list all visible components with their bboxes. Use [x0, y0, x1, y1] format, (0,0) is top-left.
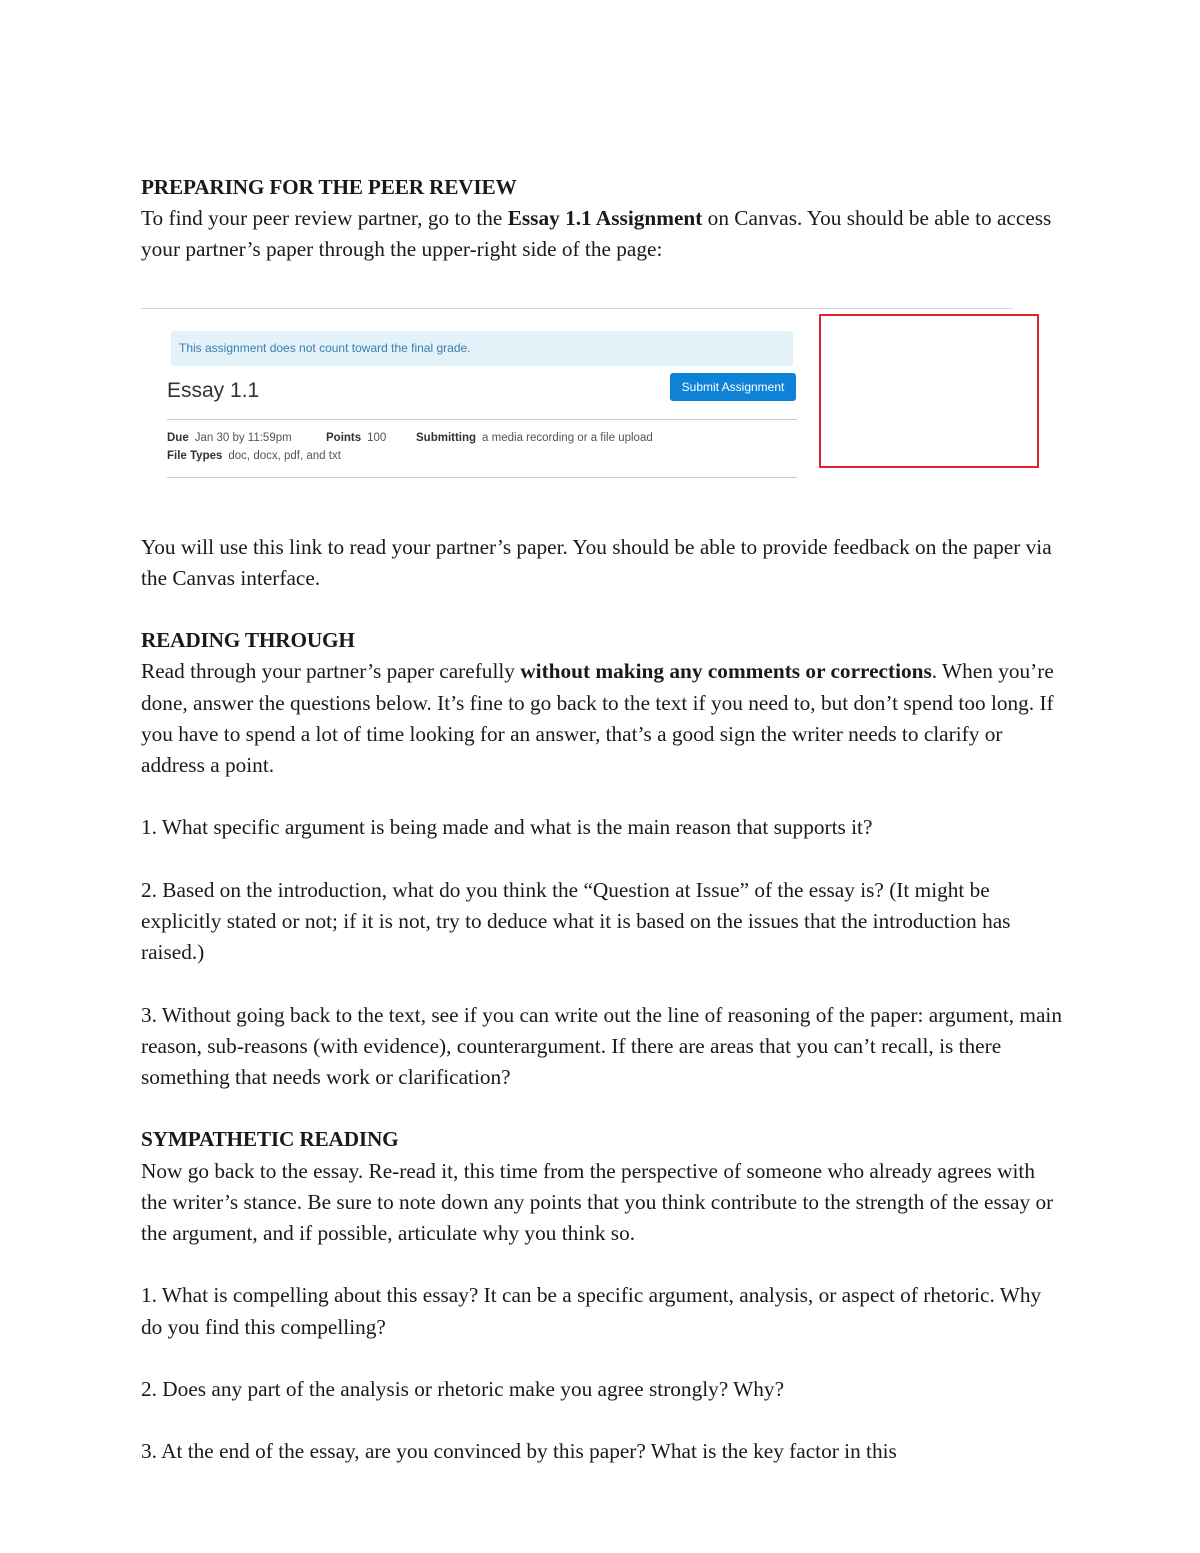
submitting-label: Submitting — [416, 431, 477, 444]
section-heading-sympathetic-reading: SYMPATHETIC READING — [141, 1127, 399, 1152]
section-heading-reading-through: READING THROUGH — [141, 628, 355, 653]
reading-text-start: Read through your partner’s paper carefully — [141, 659, 521, 684]
intro-paragraph — [141, 203, 1066, 265]
canvas-screenshot — [141, 296, 1066, 532]
question-item: 2. Based on the introduction, what do you think the “Question at Issue” of the essay is? (It might be explicitly stated or not; if it is not, try to deduce what it is based on the issues that the introduction has raised.) — [141, 877, 1011, 965]
question-item: 3. Without going back to the text, see if you can write out the line of reasoning of the paper: argument, main reason, sub-reasons (with evidence), counterargument. If there are areas that you can’t recall, is there something that needs work or clarification? — [141, 1002, 1062, 1089]
file-types-value: doc, docx, pdf, and txt — [228, 449, 341, 462]
document-page — [141, 172, 1066, 1468]
question-item: 3. At the end of the essay, are you convinced by this paper? What is the key factor in this — [141, 1439, 897, 1464]
divider — [141, 308, 1013, 309]
divider — [167, 477, 797, 478]
points-value: 100 — [367, 431, 387, 444]
assignment-details-row — [167, 430, 653, 447]
question-item: 1. What specific argument is being made and what is the main reason that supports it? — [141, 815, 873, 840]
points-label: Points — [326, 431, 362, 444]
assignment-title: Essay 1.1 — [167, 378, 260, 402]
after-screenshot-paragraph: You will use this link to read your partner’s paper. You should be able to provide feedback on the paper via the Canvas interface. — [141, 534, 1052, 590]
intro-text-end: on Canvas. You should be able to access your partner’s paper through the upper-right side of the page: — [141, 206, 1052, 262]
file-types-label: File Types — [167, 449, 223, 462]
grade-notice-banner: This assignment does not count toward the final grade. — [171, 331, 793, 366]
due-value: Jan 30 by 11:59pm — [194, 431, 292, 444]
intro-text-start: To find your peer review partner, go to the — [141, 206, 508, 231]
question-item: 2. Does any part of the analysis or rhetoric make you agree strongly? Why? — [141, 1376, 785, 1401]
sympathetic-reading-paragraph: Now go back to the essay. Re-read it, this time from the perspective of someone who already agrees with the writer’s stance. Be sure to note down any points that you think contribute to the strength of the essay or the argument, and if possible, articulate why you think so. — [141, 1158, 1054, 1245]
reading-through-paragraph — [141, 656, 1066, 781]
file-types-row — [167, 448, 341, 465]
submit-assignment-button[interactable]: Submit Assignment — [670, 373, 796, 401]
divider — [167, 419, 797, 420]
reading-bold-instruction: without making any comments or corrections — [520, 659, 932, 684]
question-item: 1. What is compelling about this essay? It can be a specific argument, analysis, or aspect of rhetoric. Why do you find this compelling? — [141, 1283, 1042, 1339]
due-label: Due — [167, 431, 189, 444]
intro-bold-assignment: Essay 1.1 Assignment — [507, 206, 703, 231]
reading-text-end: . When you’re done, answer the questions below. It’s fine to go back to the text if you need to, but don’t spend too long. If you have to spend a lot of time looking for an answer, that’s a good sign the writer needs to clarify or address a point. — [141, 659, 1054, 778]
section-heading-preparing: PREPARING FOR THE PEER REVIEW — [141, 175, 517, 199]
submitting-value: a media recording or a file upload — [482, 431, 653, 444]
highlight-box — [819, 314, 1039, 468]
